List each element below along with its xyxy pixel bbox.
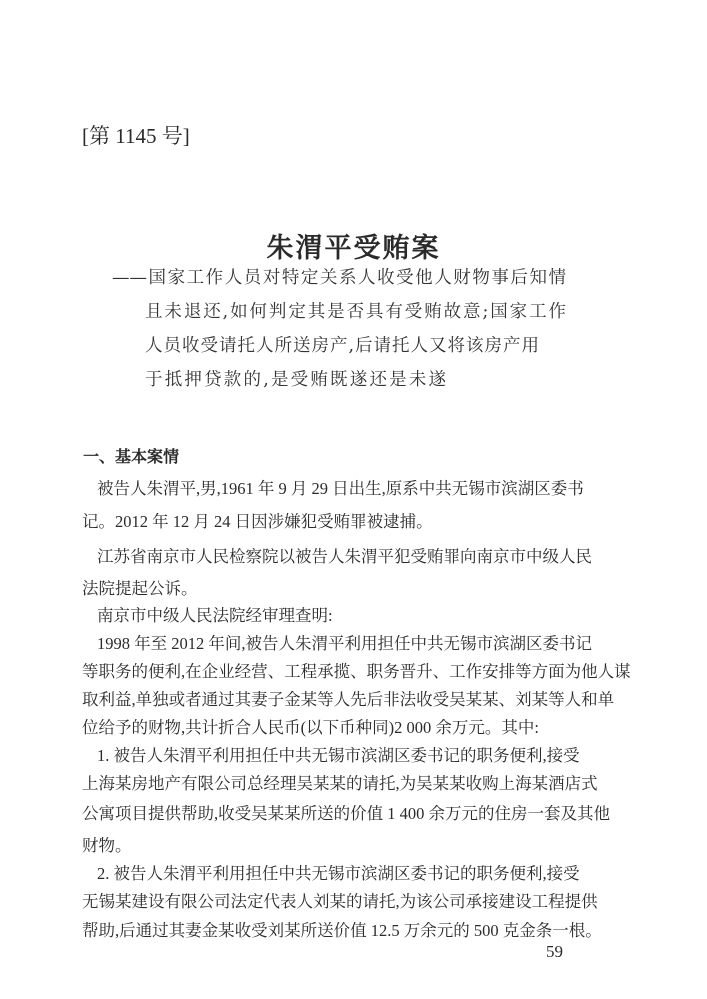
body-line: 江苏省南京市人民检察院以被告人朱渭平犯受贿罪向南京市中级人民: [97, 547, 592, 566]
body-line: 1. 被告人朱渭平利用担任中共无锡市滨湖区委书记的职务便利,接受: [97, 746, 580, 765]
body-line: 法院提起公诉。: [82, 579, 198, 598]
subtitle-line: ——国家工作人员对特定关系人收受他人财物事后知情: [112, 268, 566, 288]
subtitle-line: 人员收受请托人所送房产,后请托人又将该房产用: [145, 336, 539, 356]
body-line: 南京市中级人民法院经审理查明:: [97, 606, 333, 625]
body-line: 上海某房地产有限公司总经理吴某某的请托,为吴某某收购上海某酒店式: [82, 774, 598, 793]
body-line: 帮助,后通过其妻金某收受刘某所送价值 12.5 万余元的 500 克金条一根。: [82, 921, 602, 940]
body-line: 1998 年至 2012 年间,被告人朱渭平利用担任中共无锡市滨湖区委书记: [97, 634, 592, 653]
body-line: 财物。: [82, 836, 132, 855]
body-line: 位给予的财物,共计折合人民币(以下币种同)2 000 余万元。其中:: [82, 718, 539, 737]
section-heading: 一、基本案情: [83, 447, 180, 466]
page-number: 59: [546, 942, 563, 961]
case-number: [第 1145 号]: [82, 124, 190, 148]
body-line: 记。2012 年 12 月 24 日因涉嫌犯受贿罪被逮捕。: [82, 512, 433, 531]
body-line: 取利益,单独或者通过其妻子金某等人先后非法收受吴某某、刘某等人和单: [82, 690, 615, 709]
subtitle-line: 于抵押贷款的,是受贿既遂还是未遂: [145, 370, 449, 390]
body-line: 公寓项目提供帮助,收受吴某某所送的价值 1 400 余万元的住房一套及其他: [82, 804, 610, 823]
body-line: 2. 被告人朱渭平利用担任中共无锡市滨湖区委书记的职务便利,接受: [97, 864, 580, 883]
body-line: 等职务的便利,在企业经营、工程承揽、职务晋升、工作安排等方面为他人谋: [82, 662, 631, 681]
body-line: 无锡某建设有限公司法定代表人刘某的请托,为该公司承接建设工程提供: [82, 892, 598, 911]
case-title: 朱渭平受贿案: [266, 233, 441, 264]
subtitle-line: 且未退还,如何判定其是否具有受贿故意;国家工作: [145, 302, 566, 322]
body-line: 被告人朱渭平,男,1961 年 9 月 29 日出生,原系中共无锡市滨湖区委书: [97, 479, 584, 498]
